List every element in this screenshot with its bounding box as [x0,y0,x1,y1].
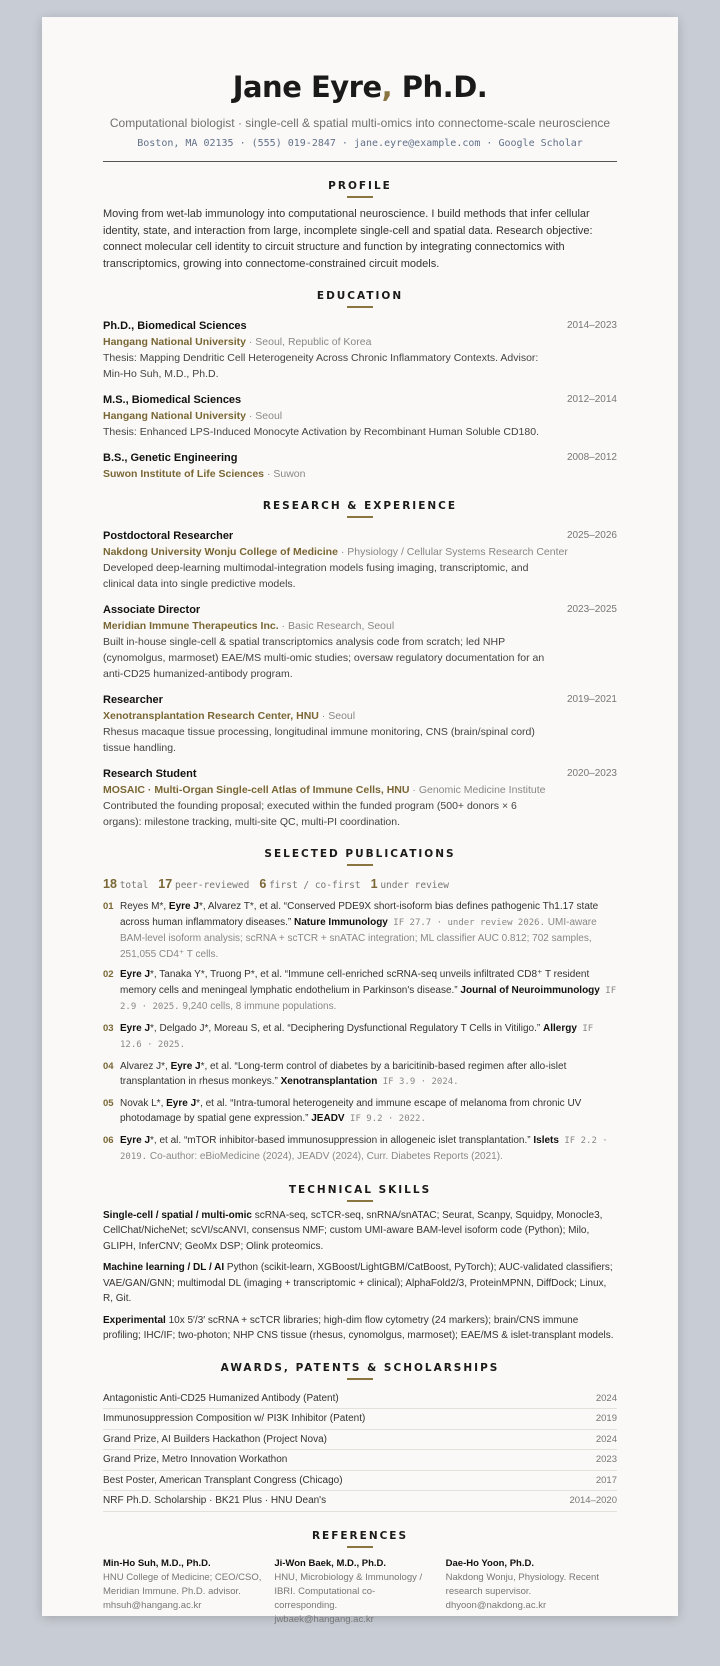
institution-location: · Seoul, Republic of Korea [245,336,372,348]
awards-list [103,1389,617,1512]
award-name: Grand Prize, Metro Innovation Workathon [103,1454,288,1465]
tagline: Computational biologist · single-cell & spatial multi-omics into connectome-scale neuroscience [109,116,611,130]
award-name: Antagonistic Anti-CD25 Humanized Antibody (Patent) [103,1392,339,1404]
section-title-profile: PROFILE [328,180,392,192]
experience-entry [103,766,617,830]
degree-title: Ph.D., Biomedical Sciences [103,320,247,332]
award-name: Grand Prize, AI Builders Hackathon (Project Nova) [103,1433,327,1445]
award-year: 2014–2020 [569,1495,617,1506]
publication-citation: *, et al. “Intra-tumoral heterogeneity and immune escape of melanoma from chronic UV photodamage by spatial gene expression.” [120,1097,582,1124]
experience-entry [103,692,617,756]
reference-name: Dae-Ho Yoon, Ph.D. [445,1557,534,1569]
reference-name: Min-Ho Suh, M.D., Ph.D. [103,1557,211,1569]
publication-self-author: Eyre J [168,901,199,912]
publication-note: Co-author: eBioMedicine (2024), JEADV (2024), Curr. Diabetes Reports (2021). [147,1151,503,1162]
organization-line [103,618,617,634]
thesis-description: Thesis: Mapping Dendritic Cell Heterogeneity Across Chronic Inflammatory Contexts. Advisor: Min-Ho Suh, M.D., Ph.D. [103,352,539,380]
organization-line [103,782,617,798]
publication-journal: Journal of Neuroimmunology [460,984,600,996]
publication-citation: *, et al. “mTOR inhibitor-based immunosuppression in allogeneic islet transplantation.” [150,1134,534,1146]
organization-detail: · Seoul [318,710,356,722]
entry-date: 2025–2026 [566,530,617,541]
role-title: Postdoctoral Researcher [103,530,234,542]
experience-entry [103,528,617,592]
publication-number: 05 [103,1097,114,1109]
name-suffix: Ph.D. [392,70,488,104]
award-name: Immunosuppression Composition w/ PI3K Inhibitor (Patent) [103,1413,366,1424]
reference-email[interactable]: mhsuh@hangang.ac.kr [103,1599,202,1611]
contact-line: Boston, MA 02135 · (555) 019-2847 · jane.eyre@example.com · Google Scholar [137,138,583,149]
reference-description: HNU College of Medicine; CEO/CSO, Meridian Immune. Ph.D. advisor. [103,1571,262,1597]
publication-list [103,899,617,1166]
section-underline [347,196,373,198]
stat-count: 17 [158,877,173,891]
resume-content [103,67,617,1627]
name-comma: , [381,70,393,104]
organization-name: Xenotransplantation Research Center, HNU [103,710,319,722]
publication-authors-pre: Novak L*, [120,1097,167,1109]
publication-journal: JEADV [311,1113,345,1124]
education-list [103,318,617,482]
award-row [103,1389,617,1410]
skill-category: Single-cell / spatial / multi-omic [103,1209,252,1221]
entry-date: 2014–2023 [566,320,617,331]
award-row [103,1471,617,1492]
award-year: 2024 [595,1392,617,1404]
publication-meta: IF 9.2 · 2022. [344,1114,426,1124]
role-description: Rhesus macaque tissue processing, longitudinal immune monitoring, CNS (brain/spinal cord) tissue handling. [103,726,535,754]
organization-name: Meridian Immune Therapeutics Inc. [103,620,279,632]
reference-card [446,1557,609,1627]
role-title: Research Student [103,768,197,780]
publication-citation: *, Delgado J*, Moreau S, et al. “Deciphering Dysfunctional Regulatory T Cells in Vitiligo.” [150,1022,543,1034]
publication-meta: IF 3.9 · 2024. [377,1077,459,1087]
education-entry [103,318,617,382]
reference-description: HNU, Microbiology & Immunology / IBRI. Computational co-corresponding. [274,1571,423,1611]
institution-location: · Suwon [264,468,306,480]
candidate-name [103,67,617,107]
education-entry [103,450,617,482]
role-title: Associate Director [103,604,201,616]
publication-self-author: Eyre J [170,1060,201,1072]
stat-label: under review [380,880,449,891]
role-description: Contributed the founding proposal; executed within the funded program (500+ donors × 6 organs): milestone tracking, multi-site QC, multi-PI coordination. [103,800,517,828]
stat-label: total [119,880,149,891]
skill-category: Machine learning / DL / AI [103,1262,225,1273]
education-entry [103,392,617,440]
section-title-education: EDUCATION [316,290,404,302]
thesis-description: Thesis: Enhanced LPS-Induced Monocyte Activation by Recombinant Human Soluble CD180. [103,426,539,438]
publication-self-author: Eyre J [166,1097,197,1109]
publication-citation: *, Tanaka Y*, Truong P*, et al. “Immune cell-enriched scRNA-seq unveils infiltrated CD8⁺ T resident memory cells and meningeal lymphatic endothelium in Parkinson's disease.” [120,969,590,996]
reference-email[interactable]: dhyoon@nakdong.ac.kr [445,1599,547,1611]
skill-details: scRNA-seq, scTCR-seq, snRNA/snATAC; Seurat, Scanpy, Squidpy, Monocle3, CellChat/NicheNet; scVI/scANVI, consensus NMF; custom UMI-aware BAM-level isoform code (Python); Milo, GLIPH, InferCNV; GeoMx DSP; Olink proteomics. [103,1209,603,1252]
organization-name: Nakdong University Wonju College of Medicine [103,546,338,558]
publication-item [103,967,617,1016]
references-list [103,1557,617,1627]
institution-name: Suwon Institute of Life Sciences [103,468,265,480]
publication-stats [103,876,617,894]
organization-name: MOSAIC · Multi-Organ Single-cell Atlas of Immune Cells, HNU [103,784,410,796]
publication-note: UMI-aware BAM-level isoform analysis; scRNA + scTCR + snATAC integration; ML classifier AUC 0.812; 702 samples, 251,055 CD4⁺ T cells. [120,916,597,960]
section-underline [347,306,373,308]
section-title-references: REFERENCES [311,1529,409,1542]
publication-number: 01 [103,901,114,912]
section-title-skills: TECHNICAL SKILLS [288,1183,432,1196]
award-year: 2017 [595,1474,617,1486]
stat-label: first / co-first [269,880,361,891]
name-main: Jane Eyre [232,70,382,104]
publication-item [103,1096,617,1128]
entry-date: 2008–2012 [566,452,617,463]
section-underline [347,516,373,518]
reference-card [103,1557,266,1627]
skill-group [103,1260,617,1307]
institution-line [103,334,617,350]
publication-meta: IF 12.6 · 2025. [120,1023,594,1050]
publication-item [103,1021,617,1054]
entry-date: 2023–2025 [566,604,617,615]
section-underline [347,864,373,866]
organization-detail: · Genomic Medicine Institute [409,784,546,796]
institution-location: · Seoul [245,410,283,422]
publication-self-author: Eyre J [120,1022,151,1034]
entry-date: 2012–2014 [566,394,617,405]
award-row [103,1450,617,1471]
profile-text: Moving from wet-lab immunology into computational neuroscience. I build methods that infer cellular identity, state, and interaction from large, incomplete single-cell and spatial data. Research objective: connect molecular cell identity to circuit structure and function by integrating connectomics with transcriptomics, growing into connectome-constrained circuit models. [103,208,593,270]
publication-journal: Nature Immunology [293,916,388,928]
experience-list [103,528,617,830]
publication-number: 03 [103,1022,114,1034]
entry-date: 2020–2023 [566,768,617,779]
entry-date: 2019–2021 [566,694,617,705]
experience-entry [103,602,617,682]
role-title: Researcher [103,694,163,706]
skills-list [103,1208,617,1344]
role-description: Developed deep-learning multimodal-integration models fusing imaging, transcriptomic, and clinical data into single predictive models. [103,562,529,590]
publication-journal: Allergy [543,1022,577,1034]
publication-item [103,1133,617,1166]
organization-line [103,544,617,560]
award-year: 2019 [595,1413,617,1424]
section-underline [347,1378,373,1380]
reference-email[interactable]: jwbaek@hangang.ac.kr [274,1613,374,1625]
award-row [103,1409,617,1430]
section-title-publications: SELECTED PUBLICATIONS [264,848,456,860]
stat-count: 6 [259,877,267,891]
publication-meta: IF 27.7 · under review 2026. [387,917,546,928]
publication-number: 04 [103,1060,114,1072]
resume-page [42,17,678,1625]
publication-self-author: Eyre J [120,1134,151,1146]
publication-citation: *, et al. “Long-term control of diabetes by a baricitinib-based regimen after allo-islet transplantation in rhesus monkeys.” [120,1060,567,1087]
publication-item [103,1059,617,1091]
reference-name: Ji-Won Baek, M.D., Ph.D. [274,1557,387,1569]
publication-item [103,899,617,962]
organization-detail: · Basic Research, Seoul [278,620,395,632]
skill-group [103,1208,617,1255]
skill-category: Experimental [103,1314,166,1326]
publication-authors-pre: Reyes M*, [120,901,169,912]
publication-number: 02 [103,969,114,980]
award-row [103,1430,617,1451]
degree-title: B.S., Genetic Engineering [103,452,238,464]
role-description: Built in-house single-cell & spatial transcriptomics analysis code from scratch; led NHP (cynomolgus, marmoset) EAE/MS multi-omic studies; oversaw regulatory documentation for an anti-CD25 humanized-antibody program. [103,636,545,680]
skill-details: Python (scikit-learn, XGBoost/LightGBM/CatBoost, PyTorch); AUC-validated classifiers; VAE/GAN/GNN; multimodal DL (imaging + transcriptomic + clinical); AlphaFold2/3, ProteinMPNN, DiffDock; Linux, R, Git. [103,1262,613,1304]
header-divider [103,161,617,162]
publication-meta: IF 2.2 · 2019. [120,1135,608,1162]
publication-journal: Xenotransplantation [280,1076,378,1087]
stat-label: peer-reviewed [174,880,250,891]
award-name: Best Poster, American Transplant Congress (Chicago) [103,1474,343,1486]
publication-note: 9,240 cells, 8 immune populations. [179,1001,337,1012]
award-year: 2023 [595,1454,617,1465]
publication-number: 06 [103,1134,114,1146]
publication-meta: IF 2.9 · 2025. [120,985,617,1012]
organization-line [103,708,617,724]
institution-line [103,408,617,424]
publication-journal: Islets [533,1134,559,1146]
section-title-experience: RESEARCH & EXPERIENCE [262,500,458,512]
award-row [103,1491,617,1512]
stat-count: 18 [103,877,117,891]
reference-card [274,1557,437,1627]
skill-group [103,1313,617,1344]
reference-description: Nakdong Wonju, Physiology. Recent research supervisor. [445,1571,599,1597]
institution-name: Hangang National University [103,336,246,348]
award-name: NRF Ph.D. Scholarship · BK21 Plus · HNU Dean's [103,1495,327,1506]
award-year: 2024 [595,1433,617,1445]
publication-self-author: Eyre J [120,969,151,980]
publication-authors-pre: Alvarez J*, [120,1060,171,1072]
organization-detail: · Physiology / Cellular Systems Research Center [337,546,568,558]
stat-count: 1 [370,877,378,891]
degree-title: M.S., Biomedical Sciences [103,394,242,406]
section-underline [347,1200,373,1202]
institution-line [103,466,617,482]
institution-name: Hangang National University [103,410,246,422]
section-underline [347,1546,373,1548]
publication-citation: *, Alvarez T*, et al. “Conserved PDE9X short-isoform bias defines pathogenic Th1.17 state across human inflammatory diseases.” [120,901,599,928]
section-title-awards: AWARDS, PATENTS & SCHOLARSHIPS [220,1361,500,1374]
skill-details: 10x 5′/3′ scRNA + scTCR libraries; high-dim flow cytometry (24 markers); brain/CNS immune profiling; IHC/IF; two-photon; NHP CNS tissue (rhesus, cynomolgus, marmoset); EAE/MS & islet-transplant models. [103,1314,614,1341]
